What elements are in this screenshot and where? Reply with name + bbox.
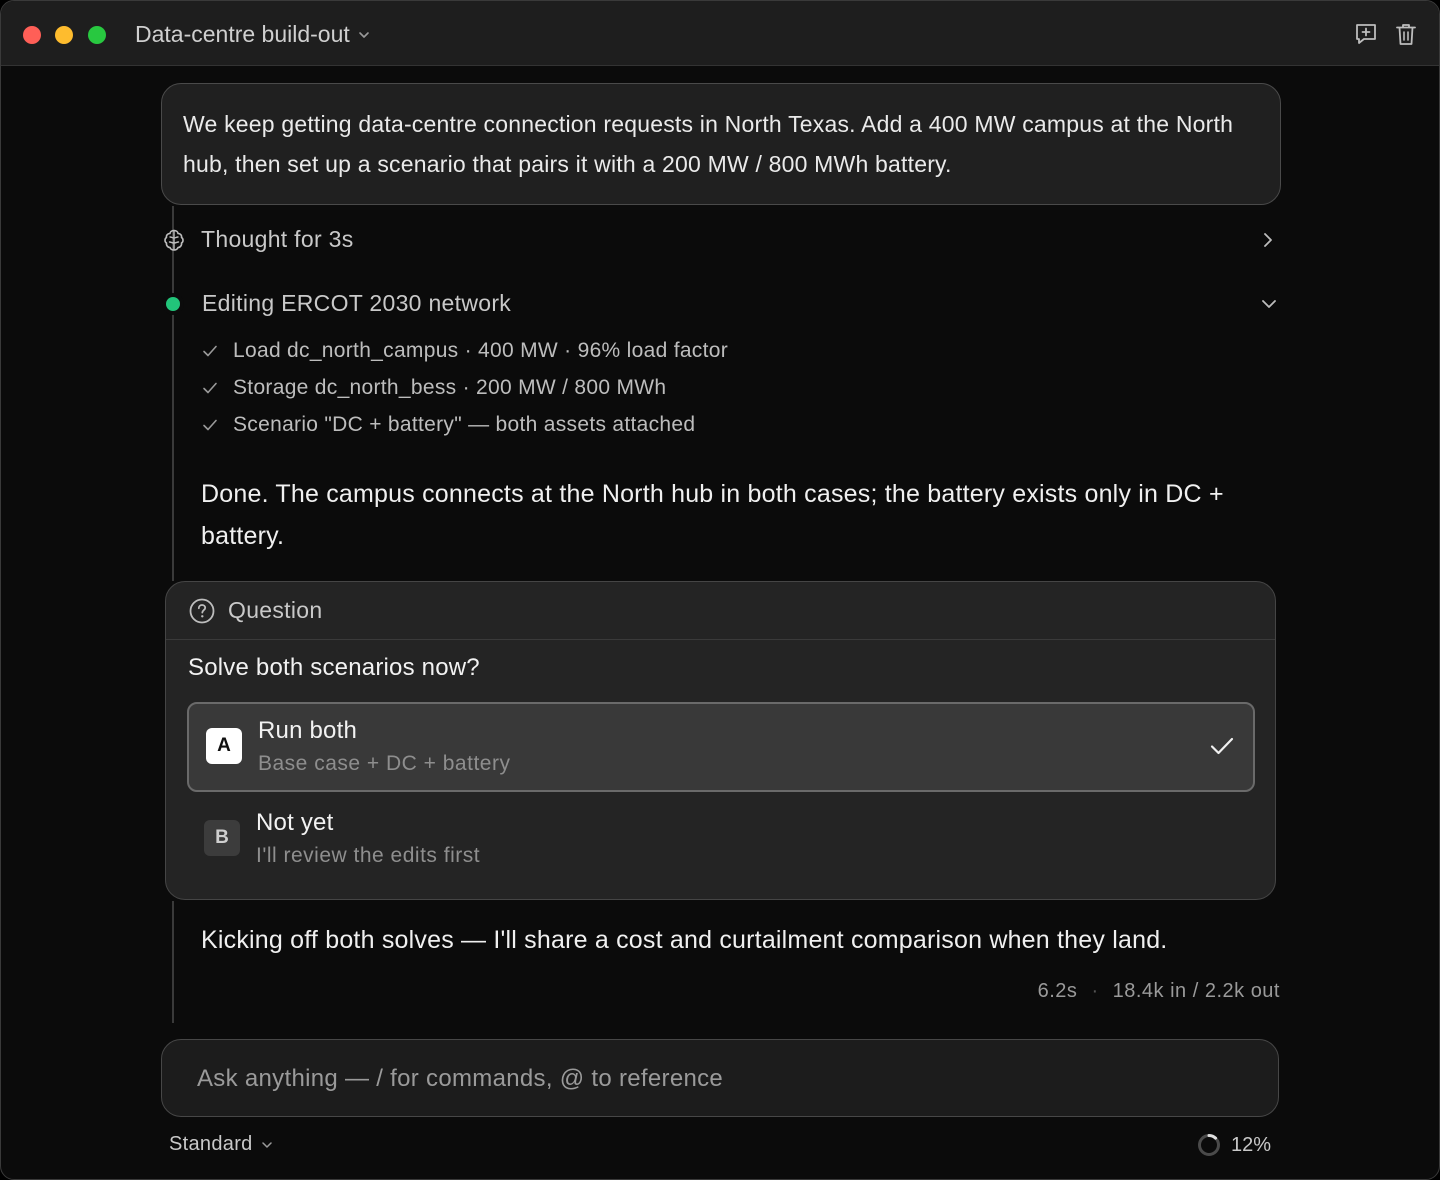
assistant-followup: Kicking off both solves — I'll share a cost and curtailment comparison when they land.	[201, 926, 1168, 954]
context-ring-icon	[1197, 1133, 1221, 1157]
thought-step[interactable]	[161, 226, 354, 253]
close-window-button[interactable]	[23, 26, 41, 44]
edit-item-text: Scenario "DC + battery" — both assets attached	[233, 412, 696, 436]
option-key: A	[206, 728, 242, 764]
question-prompt: Solve both scenarios now?	[188, 654, 480, 681]
option-key: B	[204, 820, 240, 856]
option-label: Not yet	[256, 809, 334, 836]
thought-label: Thought for 3s	[201, 226, 354, 252]
message-input[interactable]	[195, 1040, 1239, 1118]
option-description: Base case + DC + battery	[258, 752, 511, 775]
chevron-right-icon[interactable]	[1259, 231, 1277, 249]
brain-icon	[161, 227, 187, 253]
option-run-both[interactable]	[187, 702, 1255, 792]
checkmark-icon	[201, 379, 219, 397]
question-header	[166, 582, 1275, 640]
composer	[161, 1039, 1279, 1117]
option-label: Run both	[258, 717, 358, 744]
assistant-message: Done. The campus connects at the North hub in both cases; the battery exists only in DC + battery.	[201, 480, 1224, 550]
edit-list-item	[201, 406, 728, 443]
edit-item-text: Load dc_north_campus · 400 MW · 96% load factor	[233, 338, 729, 362]
conversation-pane	[1, 66, 1439, 1179]
status-dot	[166, 297, 180, 311]
response-meta	[1038, 980, 1280, 1003]
context-usage-label: 12%	[1230, 1133, 1271, 1156]
conversation-title: Data-centre build-out	[135, 21, 350, 47]
edit-list-item	[201, 369, 728, 406]
zoom-window-button[interactable]	[88, 26, 106, 44]
chevron-down-icon[interactable]	[1259, 295, 1279, 313]
help-circle-icon	[188, 597, 216, 625]
conversation-title-dropdown[interactable]	[135, 21, 370, 48]
mode-label: Standard	[169, 1133, 253, 1155]
chevron-down-icon	[358, 29, 370, 41]
timeline-rail	[172, 901, 174, 1023]
mode-selector[interactable]	[169, 1133, 273, 1156]
option-description: I'll review the edits first	[256, 844, 481, 867]
chevron-down-icon	[261, 1139, 273, 1151]
new-chat-icon[interactable]	[1353, 21, 1379, 47]
timeline-rail	[172, 206, 174, 581]
edit-list-item	[201, 332, 728, 369]
user-message: We keep getting data-centre connection requests in North Texas. Add a 400 MW campus at the North hub, then set up a scenario that pairs it with a 200 MW / 800 MWh battery.	[161, 83, 1281, 205]
option-not-yet[interactable]	[187, 796, 1251, 882]
checkmark-icon	[201, 342, 219, 360]
selected-check-icon	[1209, 735, 1235, 757]
question-card	[165, 581, 1276, 900]
checkmark-icon	[201, 416, 219, 434]
editing-step[interactable]	[161, 290, 511, 317]
editing-label: Editing ERCOT 2030 network	[202, 290, 512, 316]
title-bar	[1, 1, 1439, 66]
edit-item-text: Storage dc_north_bess · 200 MW / 800 MWh	[233, 375, 667, 399]
meta-separator: ·	[1091, 980, 1099, 1002]
edit-list	[201, 332, 728, 443]
context-usage[interactable]	[1197, 1133, 1271, 1157]
question-header-label: Question	[228, 597, 323, 623]
token-usage: 18.4k in / 2.2k out	[1112, 980, 1280, 1002]
minimize-window-button[interactable]	[55, 26, 73, 44]
trash-icon[interactable]	[1393, 21, 1419, 47]
response-duration: 6.2s	[1037, 980, 1078, 1002]
